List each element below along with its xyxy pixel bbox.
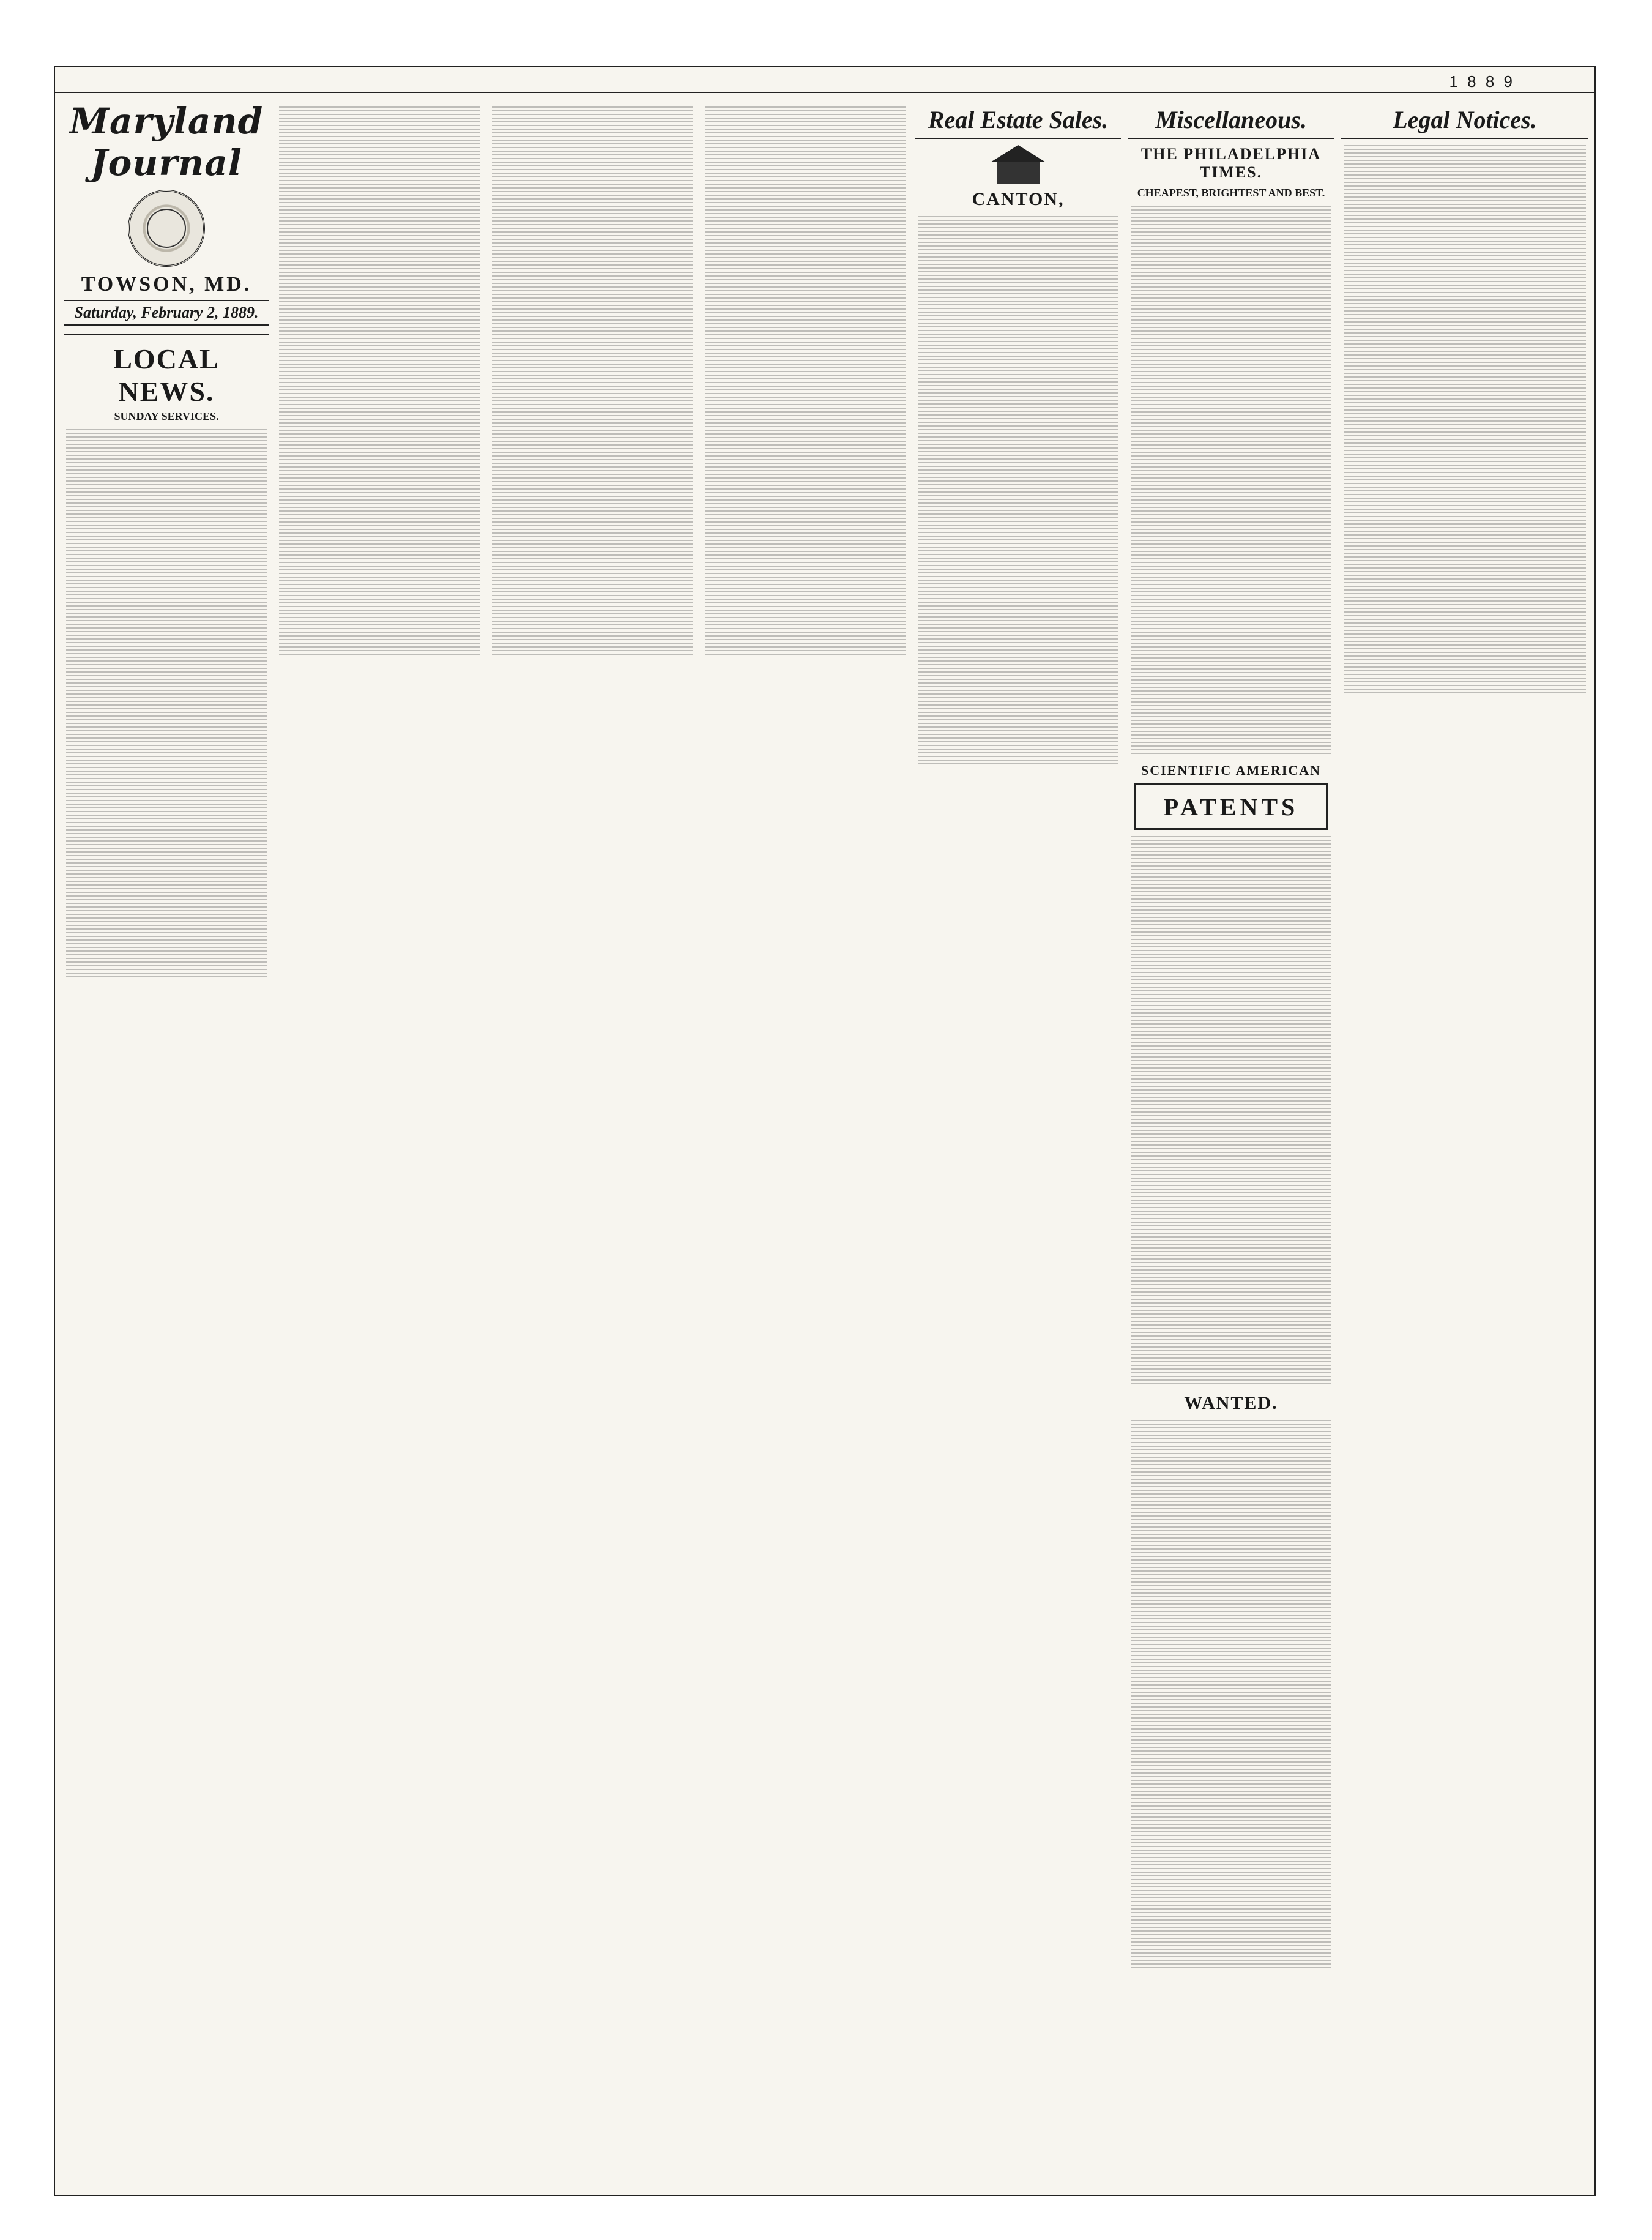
- column-text: [1131, 206, 1331, 756]
- column-3: [489, 100, 695, 2176]
- column-1: [64, 100, 269, 2176]
- column-text: [66, 429, 267, 980]
- column-text: [1131, 1420, 1331, 1971]
- top-rule: [55, 92, 1594, 93]
- real-estate-heading: Real Estate Sales.: [915, 105, 1121, 139]
- newspaper-page: [54, 66, 1596, 2196]
- column-7: [1341, 100, 1588, 2176]
- philadelphia-times-subhead: CHEAPEST, BRIGHTEST AND BEST.: [1137, 187, 1325, 199]
- column-4: [702, 100, 908, 2176]
- patents-logo: PATENTS: [1134, 783, 1328, 830]
- page-folio: 1 8 8 9: [1449, 72, 1515, 91]
- legal-notices-heading: Legal Notices.: [1341, 105, 1588, 139]
- column-text: [1344, 145, 1586, 696]
- miscellaneous-heading: Miscellaneous.: [1128, 105, 1334, 139]
- sunday-services-heading: SUNDAY SERVICES.: [114, 410, 219, 422]
- masthead-title: Maryland Journal: [69, 100, 264, 184]
- seal-emblem: [128, 190, 205, 267]
- column-text: [279, 106, 480, 657]
- column-text: [1131, 836, 1331, 1387]
- house-icon: [991, 145, 1046, 184]
- masthead: [64, 100, 269, 335]
- column-5: [915, 100, 1121, 2176]
- local-news-heading: LOCAL NEWS.: [113, 343, 220, 407]
- canton-heading: CANTON,: [972, 189, 1065, 209]
- scientific-american-heading: SCIENTIFIC AMERICAN: [1140, 763, 1322, 778]
- column-text: [492, 106, 693, 657]
- column-6: [1128, 100, 1334, 2176]
- column-2: [277, 100, 482, 2176]
- philadelphia-times-heading: THE PHILADELPHIA TIMES.: [1140, 145, 1322, 181]
- masthead-town: TOWSON, MD.: [81, 273, 252, 296]
- wanted-heading: WANTED.: [1184, 1393, 1278, 1413]
- dateline: Saturday, February 2, 1889.: [64, 300, 269, 326]
- column-text: [918, 216, 1118, 767]
- column-text: [705, 106, 906, 657]
